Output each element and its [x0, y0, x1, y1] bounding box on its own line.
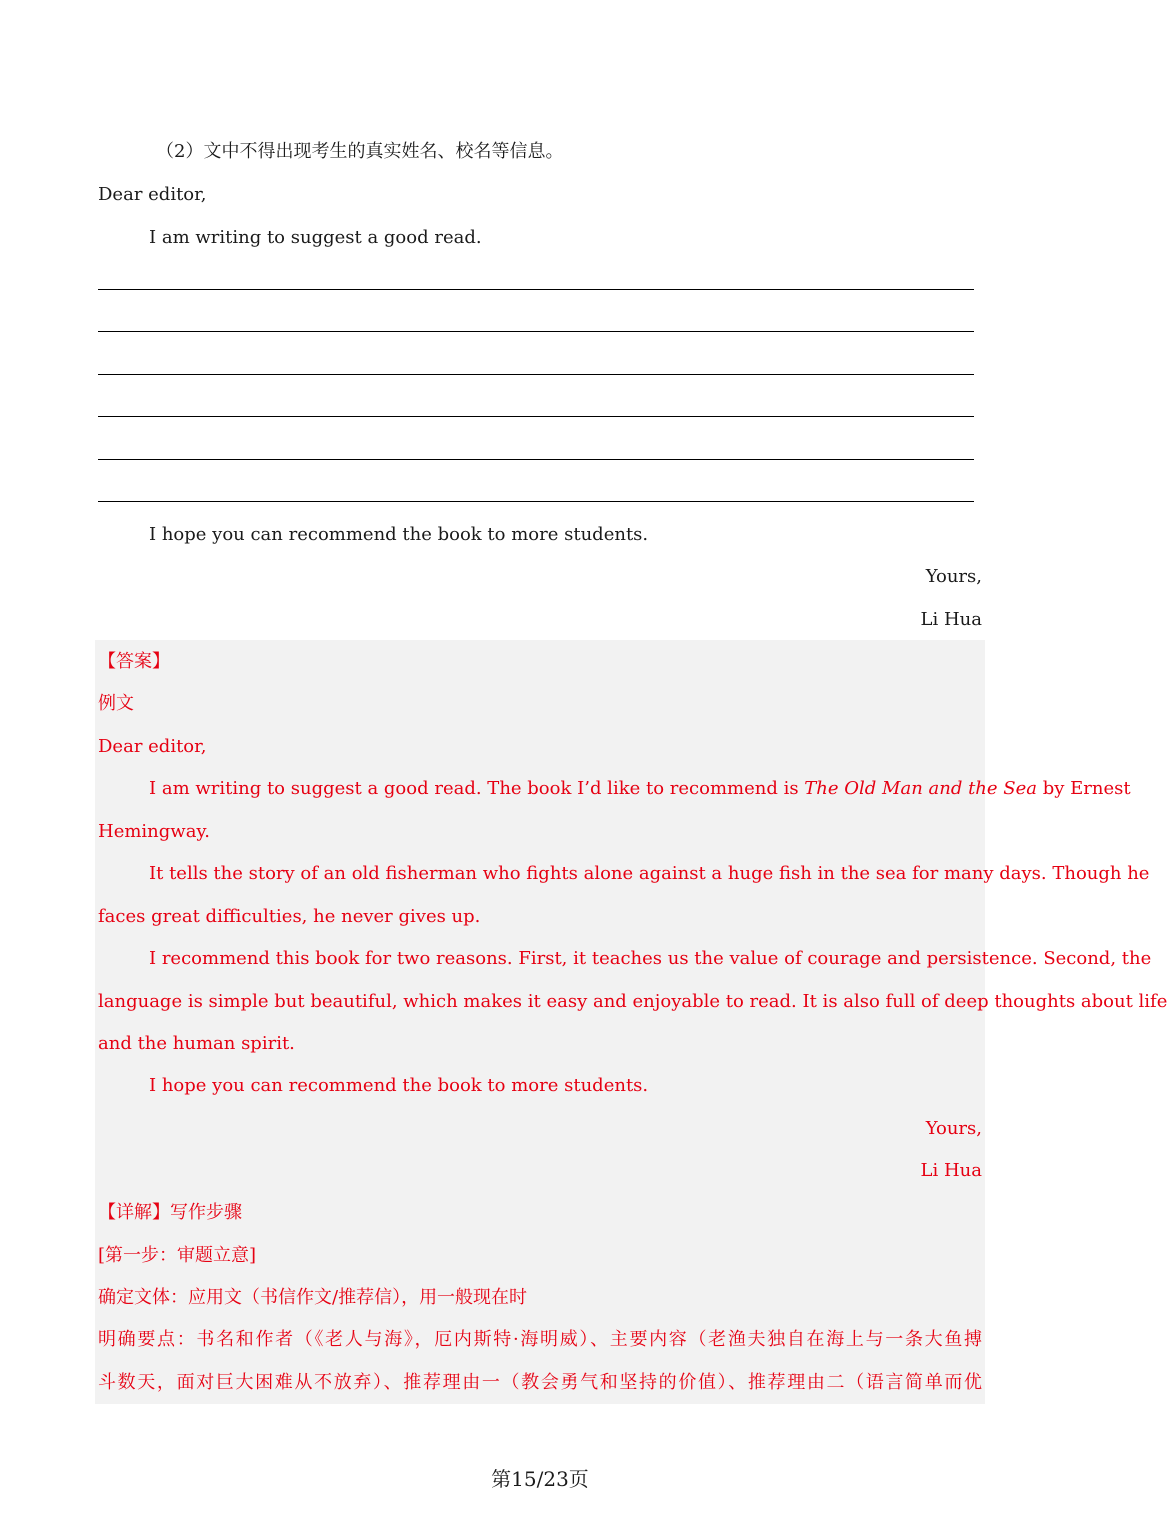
- answer-paragraph-3-line-3: and the human spirit.: [98, 1033, 295, 1054]
- explanation-header: 【详解】写作步骤: [98, 1202, 242, 1223]
- explanation-points-line-1: 明确要点：书名和作者（《老人与海》，厄内斯特·海明威）、主要内容（老渔夫独自在海上与一条大鱼搏: [98, 1329, 982, 1350]
- answer-signature: Li Hua: [920, 1160, 982, 1181]
- explanation-points-line-2: 斗数天，面对巨大困难从不放弃）、推荐理由一（教会勇气和坚持的价值）、推荐理由二（语言简单而优: [98, 1372, 982, 1393]
- question-closing: I hope you can recommend the book to more students.: [149, 524, 649, 545]
- question-opening: I am writing to suggest a good read.: [149, 227, 482, 248]
- explanation-step-1: [第一步：审题立意]: [98, 1245, 257, 1266]
- question-greeting: Dear editor,: [98, 184, 207, 205]
- writing-line-6[interactable]: [98, 501, 974, 502]
- writing-line-1[interactable]: [98, 289, 974, 290]
- page-number: 第15/23页: [491, 1467, 589, 1491]
- answer-paragraph-1-line-1: [149, 777, 1131, 801]
- writing-line-3[interactable]: [98, 374, 974, 375]
- book-title: The Old Man and the Sea: [804, 778, 1037, 799]
- answer-closing: I hope you can recommend the book to more students.: [149, 1075, 649, 1096]
- answer-paragraph-3-line-2: language is simple but beautiful, which makes it easy and enjoyable to read. It is also full of deep thoughts about life: [98, 991, 1167, 1012]
- answer-paragraph-2-line-1: It tells the story of an old fisherman who fights alone against a huge fish in the sea for many days. Though he: [149, 863, 1150, 884]
- answer-text: I am writing to suggest a good read. The book I’d like to recommend is: [149, 778, 805, 799]
- answer-text: by Ernest: [1037, 778, 1131, 799]
- answer-paragraph-1-line-2: Hemingway.: [98, 821, 210, 842]
- question-signature: Li Hua: [920, 609, 982, 630]
- writing-line-2[interactable]: [98, 331, 974, 332]
- requirement-2: （2）文中不得出现考生的真实姓名、校名等信息。: [156, 141, 564, 162]
- answer-signoff: Yours,: [925, 1118, 982, 1139]
- explanation-genre: 确定文体：应用文（书信作文/推荐信），用一般现在时: [98, 1287, 528, 1308]
- sample-label: 例文: [98, 693, 134, 714]
- question-signoff: Yours,: [925, 566, 982, 587]
- writing-line-5[interactable]: [98, 459, 974, 460]
- answer-paragraph-2-line-2: faces great difficulties, he never gives up.: [98, 906, 481, 927]
- answer-header: 【答案】: [98, 651, 170, 672]
- answer-greeting: Dear editor,: [98, 736, 207, 757]
- answer-paragraph-3-line-1: I recommend this book for two reasons. First, it teaches us the value of courage and persistence. Second, the: [149, 948, 1152, 969]
- writing-line-4[interactable]: [98, 416, 974, 417]
